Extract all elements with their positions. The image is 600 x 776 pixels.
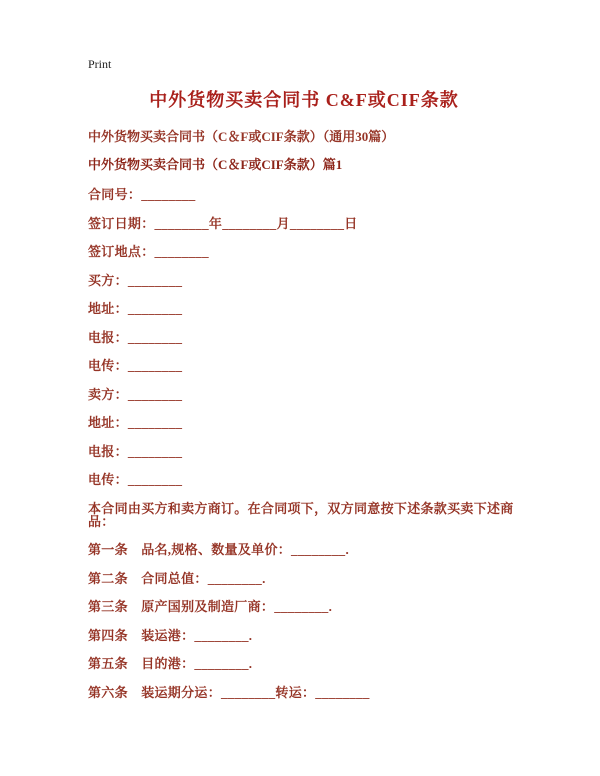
contract-line-seller-address: 地址：________ [88, 415, 183, 430]
section-heading-part1: 中外货物买卖合同书（C＆F或CIF条款）篇1 [88, 157, 343, 172]
contract-line-preamble: 本合同由买方和卖方商订。在合同项下，双方同意按下述条款买卖下述商品： [88, 500, 514, 529]
contract-line-buyer-address: 地址：________ [88, 301, 183, 316]
contract-line-contract-number: 合同号：________ [88, 187, 196, 202]
document-subtitle: 中外货物买卖合同书（C＆F或CIF条款）（通用30篇） [88, 129, 395, 144]
page-title: 中外货物买卖合同书 C&F或CIF条款 [149, 90, 459, 110]
contract-line-buyer-cable: 电报：________ [88, 329, 183, 345]
contract-line-article-2: 第二条 合同总值：________. [88, 570, 266, 586]
contract-line-article-6: 第六条 装运期分运：________转运：________ [88, 684, 370, 700]
contract-line-article-4: 第四条 装运港：________. [88, 627, 253, 643]
contract-line-article-3: 第三条 原产国别及制造厂商：________. [88, 599, 333, 614]
contract-line-seller: 卖方：________ [88, 386, 183, 402]
contract-line-buyer-telex: 电传：________ [88, 358, 183, 373]
contract-line-article-5: 第五条 目的港：________. [88, 656, 253, 671]
print-button[interactable]: Print [88, 57, 112, 71]
contract-line-seller-telex: 电传：________ [88, 472, 183, 487]
contract-line-seller-cable: 电报：________ [88, 443, 183, 459]
contract-line-signing-date: 签订日期：________年________月________日 [88, 215, 358, 231]
contract-line-signing-place: 签订地点：________ [88, 244, 209, 259]
contract-line-article-1: 第一条 品名,规格、数量及单价：________. [88, 542, 349, 557]
contract-line-buyer: 买方：________ [88, 272, 183, 288]
